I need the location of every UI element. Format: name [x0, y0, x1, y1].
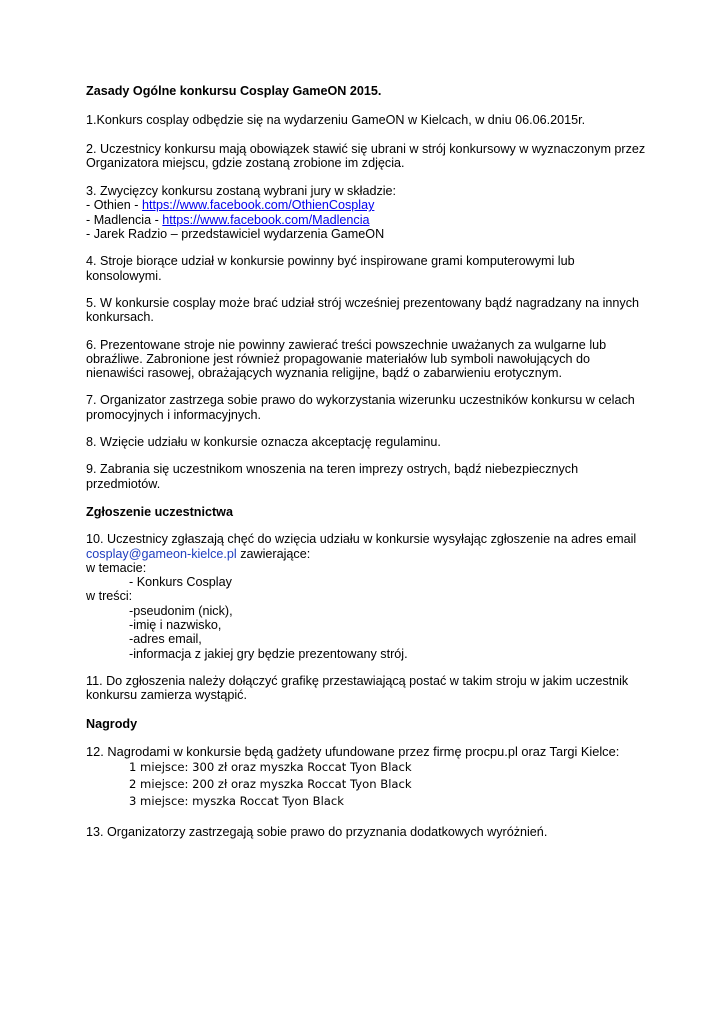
rule-5: 5. W konkursie cosplay może brać udział strój wcześniej prezentowany bądź nagradzany na innych konkursach. [86, 295, 640, 325]
contest-email-link[interactable]: cosplay@gameon-kielce.pl [86, 546, 237, 561]
rule-13: 13. Organizatorzy zastrzegają sobie prawo do przyznania dodatkowych wyróżnień. [86, 825, 548, 840]
jury-member-othien [86, 198, 646, 212]
rule-4: 4. Stroje biorące udział w konkursie powinny być inspirowane grami komputerowymi lub konsolowymi. [86, 254, 575, 283]
prize-item: 2 miejsce: 200 zł oraz myszka Roccat Tyon Black [129, 777, 412, 792]
content-item: -pseudonim (nick), [129, 603, 233, 618]
rule-10 [86, 532, 646, 661]
rule-3 [86, 184, 646, 241]
section-heading-prizes: Nagrody [86, 716, 138, 731]
jury-member-jarek [86, 227, 646, 241]
rule-2: 2. Uczestnicy konkursu mają obowiązek stawić się ubrani w strój konkursowy w wyznaczonym przez Organizatora miejscu, gdzie zostaną zrobione im zdjęcia. [86, 141, 646, 170]
prize-item: 3 miejsce: myszka Roccat Tyon Black [129, 794, 344, 809]
rule-12 [86, 745, 646, 810]
document-title: Zasady Ogólne konkursu Cosplay GameON 2015. [86, 84, 382, 98]
content-label: w treści: [86, 589, 133, 604]
rule-10-email-line [86, 547, 646, 561]
madlencia-facebook-link[interactable]: https://www.facebook.com/Madlencia [162, 212, 370, 227]
document-body [86, 84, 646, 839]
rule-12-intro: 12. Nagrodami w konkursie będą gadżety ufundowane przez firmę procpu.pl oraz Targi Kielce: [86, 743, 620, 759]
rule-8: 8. Wzięcie udziału w konkursie oznacza akceptację regulaminu. [86, 435, 441, 450]
jury-member-prefix: - Madlencia - [86, 212, 163, 227]
rule-11: 11. Do zgłoszenia należy dołączyć grafikę przestawiającą postać w takim stroju w jakim uczestnik konkursu zamierza wystąpić. [86, 673, 629, 703]
content-item: -imię i nazwisko, [129, 618, 222, 633]
subject-label: w temacie: [86, 560, 147, 575]
rule-7: 7. Organizator zastrzega sobie prawo do wykorzystania wizerunku uczestników konkursu w celach promocyjnych i informacyjnych. [86, 393, 635, 422]
rule-10-email-suffix: zawierające: [236, 546, 311, 561]
prize-item: 1 miejsce: 300 zł oraz myszka Roccat Tyon Black [129, 760, 412, 775]
section-heading-registration: Zgłoszenie uczestnictwa [86, 504, 233, 519]
jury-member-prefix: - Othien - [86, 198, 142, 213]
content-item: -informacja z jakiej gry będzie prezentowany strój. [129, 646, 408, 661]
jury-member-prefix: - Jarek Radzio – przedstawiciel wydarzenia GameON [86, 227, 385, 242]
rule-9: 9. Zabrania się uczestnikom wnoszenia na teren imprezy ostrych, bądź niebezpiecznych przedmiotów. [86, 462, 579, 491]
jury-member-madlencia [86, 213, 646, 227]
rule-6: 6. Prezentowane stroje nie powinny zawierać treści powszechnie uważanych za wulgarne lub obraźliwe. Zabronione jest również propagowanie materiałów lub symboli nawołujących do nienawiści rasowej, obrażających wyznania religijne, bądź o zabarwieniu erotycznym. [86, 337, 607, 381]
rule-1: 1.Konkurs cosplay odbędzie się na wydarzeniu GameON w Kielcach, w dniu 06.06.2015r. [86, 113, 586, 128]
rule-3-intro: 3. Zwycięzcy konkursu zostaną wybrani jury w składzie: [86, 184, 397, 199]
othien-facebook-link[interactable]: https://www.facebook.com/OthienCosplay [142, 198, 375, 213]
content-item: -adres email, [129, 632, 202, 647]
subject-value: - Konkurs Cosplay [129, 575, 232, 590]
rule-10-intro: 10. Uczestnicy zgłaszają chęć do wzięcia udziału w konkursie wysyłając zgłoszenie na adres email [86, 532, 637, 547]
